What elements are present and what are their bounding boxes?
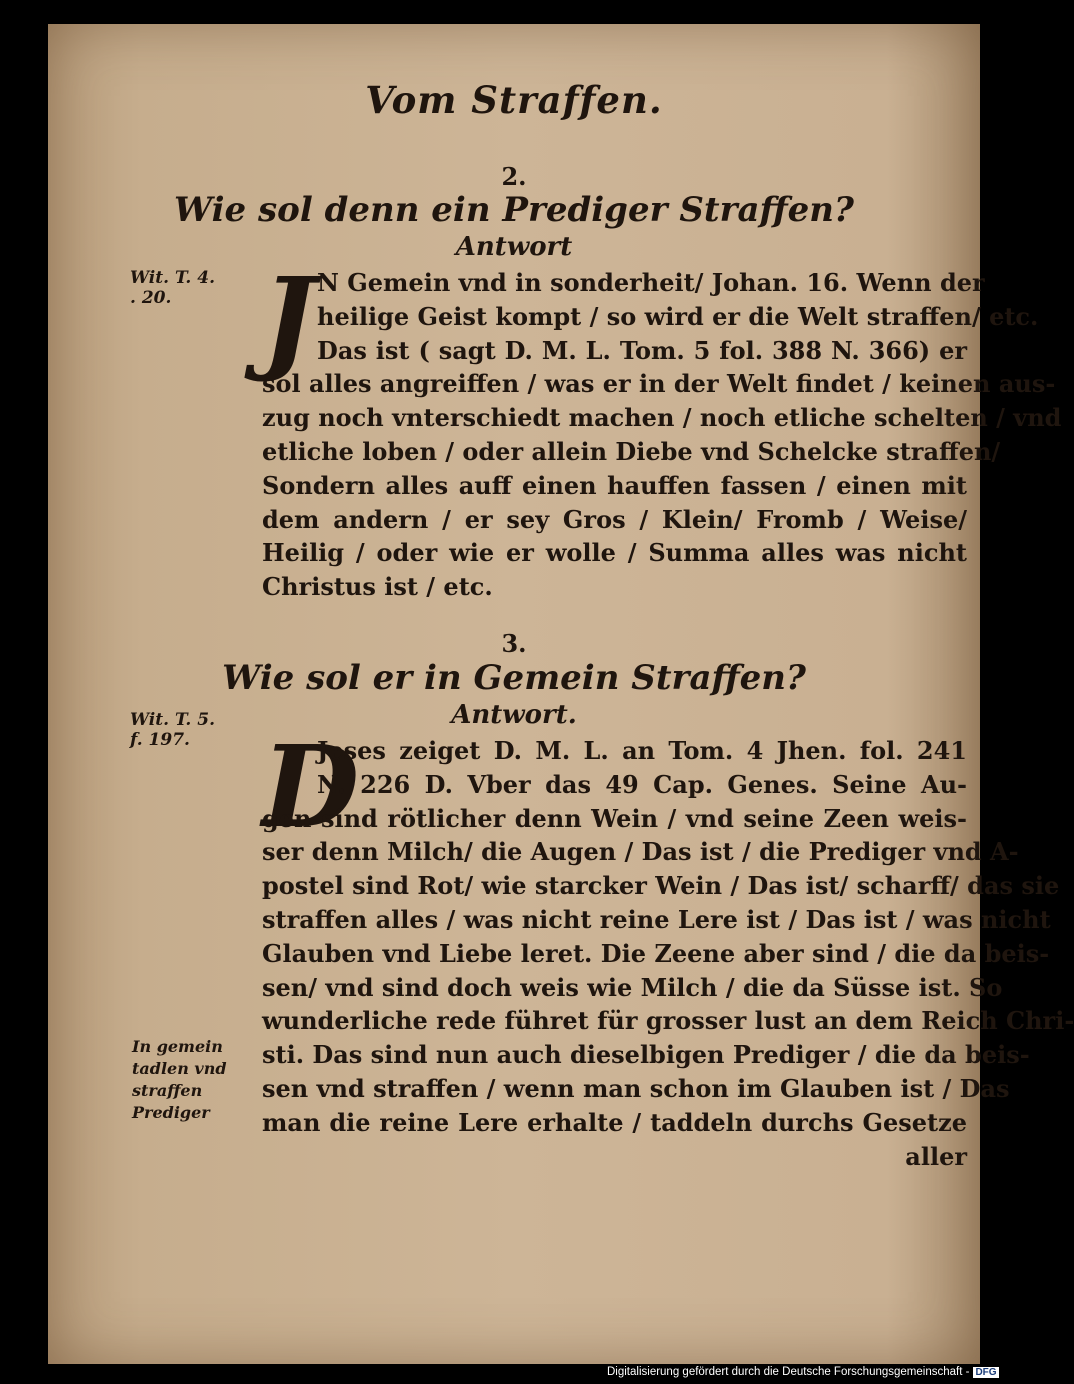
text-line: Das ist ( sagt D. M. L. Tom. 5 fol. 388 N. 366) er xyxy=(317,335,967,365)
catchword: aller xyxy=(905,1141,967,1171)
margin-note xyxy=(130,710,215,750)
section-question: Wie sol denn ein Prediger Straffen? xyxy=(174,190,854,230)
text-line: ser denn Milch/ die Augen / Das ist / die Prediger vnd A- xyxy=(262,837,1019,867)
text-line: N. 226 D. Vber das 49 Cap. Genes. Seine Au- xyxy=(317,769,967,799)
text-line: sti. Das sind nun auch dieselbigen Prediger / die da beis- xyxy=(262,1040,1030,1070)
drop-cap: D xyxy=(262,722,360,853)
answer-label: Antwort xyxy=(455,232,573,262)
section-question: Wie sol er in Gemein Straffen? xyxy=(222,658,806,698)
side-note xyxy=(132,1036,227,1124)
margin-note-line: Wit. T. 5. xyxy=(130,710,215,730)
text-line: etliche loben / oder allein Diebe vnd Schelcke straffen/ xyxy=(262,436,1001,466)
text-line: sen/ vnd sind doch weis wie Milch / die da Süsse ist. So xyxy=(262,972,1003,1002)
book-page xyxy=(48,24,1074,1364)
text-line: heilige Geist kompt / so wird er die Welt straffen/ etc. xyxy=(317,301,1039,331)
text-line: straffen alles / was nicht reine Lere ist / Das ist / was nicht xyxy=(262,904,1051,934)
footer xyxy=(607,1366,999,1378)
text-line: postel sind Rot/ wie starcker Wein / Das ist/ scharff/ das sie xyxy=(262,871,1060,901)
side-note-line: In gemein xyxy=(132,1037,223,1056)
running-head: Vom Straffen. xyxy=(365,78,663,122)
answer-label: Antwort. xyxy=(451,700,577,730)
drop-cap: J xyxy=(262,254,315,385)
margin-note xyxy=(130,268,215,308)
margin-note-line: f. 197. xyxy=(130,730,190,750)
side-note-line: tadlen vnd xyxy=(132,1059,227,1078)
side-note-line: straffen xyxy=(132,1081,203,1100)
side-note-line: Prediger xyxy=(132,1103,210,1122)
text-line: Glauben vnd Liebe leret. Die Zeene aber sind / die da beis- xyxy=(262,938,1050,968)
dfg-logo: DFG xyxy=(975,1367,997,1378)
margin-note-line: . 20. xyxy=(130,288,172,308)
text-line: N Gemein vnd in sonderheit/ Johan. 16. Wenn der xyxy=(317,268,985,297)
section-number: 3. xyxy=(501,629,527,658)
text-line: wunderliche rede führet für grosser lust an dem Reich Chri- xyxy=(262,1006,1074,1036)
text-line: Heilig / oder wie er wolle / Summa alles was nicht xyxy=(262,538,967,568)
text-line: dem andern / er sey Gros / Klein/ Fromb / Weise/ xyxy=(262,504,967,534)
text-line: gen sind rötlicher denn Wein / vnd seine Zeen weis- xyxy=(262,803,967,833)
footer-text: Digitalisierung gefördert durch die Deutsche Forschungsgemeinschaft - xyxy=(607,1366,970,1378)
text-line: Christus ist / etc. xyxy=(262,572,493,602)
text-line: Jeses zeiget D. M. L. an Tom. 4 Jhen. fol. 241 xyxy=(317,736,967,765)
text-line: sen vnd straffen / wenn man schon im Glauben ist / Das xyxy=(262,1073,1010,1103)
text-line: Sondern alles auff einen hauffen fassen / einen mit xyxy=(262,470,967,500)
text-line: sol alles angreiffen / was er in der Welt findet / keinen aus- xyxy=(262,369,1056,399)
text-line: zug noch vnterschiedt machen / noch etliche schelten / vnd xyxy=(262,403,1062,433)
section-number: 2. xyxy=(501,162,527,191)
margin-note-line: Wit. T. 4. xyxy=(130,268,215,288)
paragraph xyxy=(262,722,1074,1173)
text-line: man die reine Lere erhalte / taddeln durchs Gesetze xyxy=(262,1107,967,1137)
paragraph xyxy=(262,254,1062,604)
